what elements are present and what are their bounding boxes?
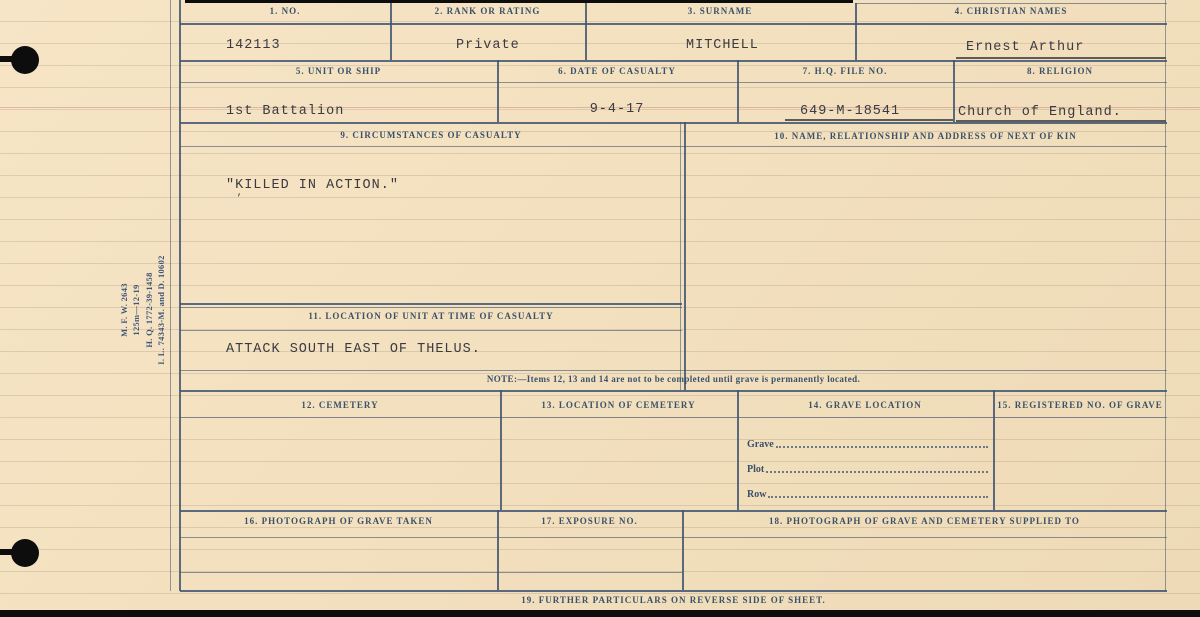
grave-row-label: Grave (747, 439, 774, 450)
divider-9-10 (684, 122, 686, 390)
section11-header-underline (180, 330, 682, 331)
field-label-date-of-casualty: 6. DATE OF CASUALTY (558, 66, 676, 76)
form-border-left (179, 0, 181, 591)
punch-hole-bottom (11, 539, 39, 567)
stray-typed-mark: ’ (236, 194, 244, 205)
row12-15-header-underline (180, 417, 1167, 418)
form-print-stamp (118, 225, 178, 395)
field-label-cemetery-location: 13. LOCATION OF CEMETERY (541, 400, 696, 410)
form-bottom-line (180, 590, 1167, 592)
field-label-hq-file-no: 7. H.Q. FILE NO. (802, 66, 888, 76)
row1-bottom-line (180, 60, 1167, 62)
religion-underline (956, 120, 1166, 122)
field-label-unit: 5. UNIT OR SHIP (295, 66, 382, 76)
stamp-line: 125m—12-19 (131, 284, 142, 336)
row12-15-bottom-line (180, 510, 1167, 512)
field-label-cemetery: 12. CEMETERY (301, 400, 379, 410)
section9-10-header-underline (180, 146, 1167, 147)
grave-row-label: Plot (747, 464, 765, 475)
value-service-number: 142113 (226, 38, 281, 53)
field-label-next-of-kin: 10. NAME, RELATIONSHIP AND ADDRESS OF NEXT OF KIN (774, 131, 1077, 141)
grave-location-row-row (747, 486, 988, 500)
field-label-surname: 3. SURNAME (687, 6, 753, 16)
section11-top-line (180, 303, 682, 305)
value-rank: Private (456, 38, 520, 53)
stamp-line: M. F. W. 2643 (119, 283, 129, 337)
hq-file-no-underline (785, 119, 953, 121)
dotted-leader (768, 495, 988, 498)
stamp-line: I. L. 74343-M. and D. 10602 (155, 255, 166, 365)
note-text: NOTE:—Items 12, 13 and 14 are not to be completed until grave is permanently located. (486, 374, 861, 384)
stamp-line: H. Q. 1772-39-1458 (143, 272, 154, 348)
footer-text: 19. FURTHER PARTICULARS ON REVERSE SIDE OF SHEET. (521, 595, 826, 605)
field-label-christian-names: 4. CHRISTIAN NAMES (954, 6, 1068, 16)
section11-top-line-inner (180, 307, 682, 308)
scan-edge-bottom (0, 610, 1200, 617)
value-hq-file-no: 649-M-18541 (800, 104, 901, 119)
field-label-grave-location: 14. GRAVE LOCATION (808, 400, 922, 410)
field-label-religion: 8. RELIGION (1026, 66, 1093, 76)
field-label-location: 11. LOCATION OF UNIT AT TIME OF CASUALTY (308, 311, 554, 321)
value-unit: 1st Battalion (226, 104, 345, 119)
row16-17-inner-line (180, 572, 682, 573)
value-location: ATTACK SOUTH EAST OF THELUS. (226, 342, 481, 357)
value-surname: MITCHELL (686, 38, 759, 53)
value-religion: Church of England. (958, 105, 1122, 120)
christian-names-underline (956, 57, 1166, 59)
note-bottom-line (180, 390, 1167, 392)
divider-9-10-outer (680, 122, 681, 390)
note-top-line (180, 370, 1167, 371)
field-label-photo-supplied: 18. PHOTOGRAPH OF GRAVE AND CEMETERY SUPPLIED TO (769, 516, 1080, 526)
scan-edge-top (185, 0, 853, 3)
dotted-leader (776, 445, 988, 448)
field-label-no: 1. NO. (269, 6, 301, 16)
grave-location-row-grave (747, 436, 988, 450)
row1-header-underline (180, 23, 1167, 25)
form-border-left-outer (170, 0, 171, 591)
field-label-photo-taken: 16. PHOTOGRAPH OF GRAVE TAKEN (244, 516, 433, 526)
field-label-circumstances: 9. CIRCUMSTANCES OF CASUALTY (340, 130, 522, 140)
grave-row-label: Row (747, 489, 767, 500)
form-border-right (1165, 0, 1166, 591)
value-christian-names: Ernest Arthur (966, 40, 1085, 55)
row16-18-header-underline (180, 537, 1167, 538)
field-label-exposure-no: 17. EXPOSURE NO. (541, 516, 638, 526)
field-label-registered-no: 15. REGISTERED NO. OF GRAVE (997, 400, 1163, 410)
dotted-leader (766, 470, 988, 473)
row2-bottom-line (180, 122, 1167, 124)
row2-header-underline (180, 82, 1167, 83)
value-date-of-casualty: 9-4-17 (589, 102, 645, 117)
grave-location-row-plot (747, 461, 988, 475)
value-circumstances: "KILLED IN ACTION." (226, 178, 399, 193)
punch-hole-top (11, 46, 39, 74)
field-label-rank: 2. RANK OR RATING (434, 6, 541, 16)
form-border-top-right (855, 3, 1167, 4)
